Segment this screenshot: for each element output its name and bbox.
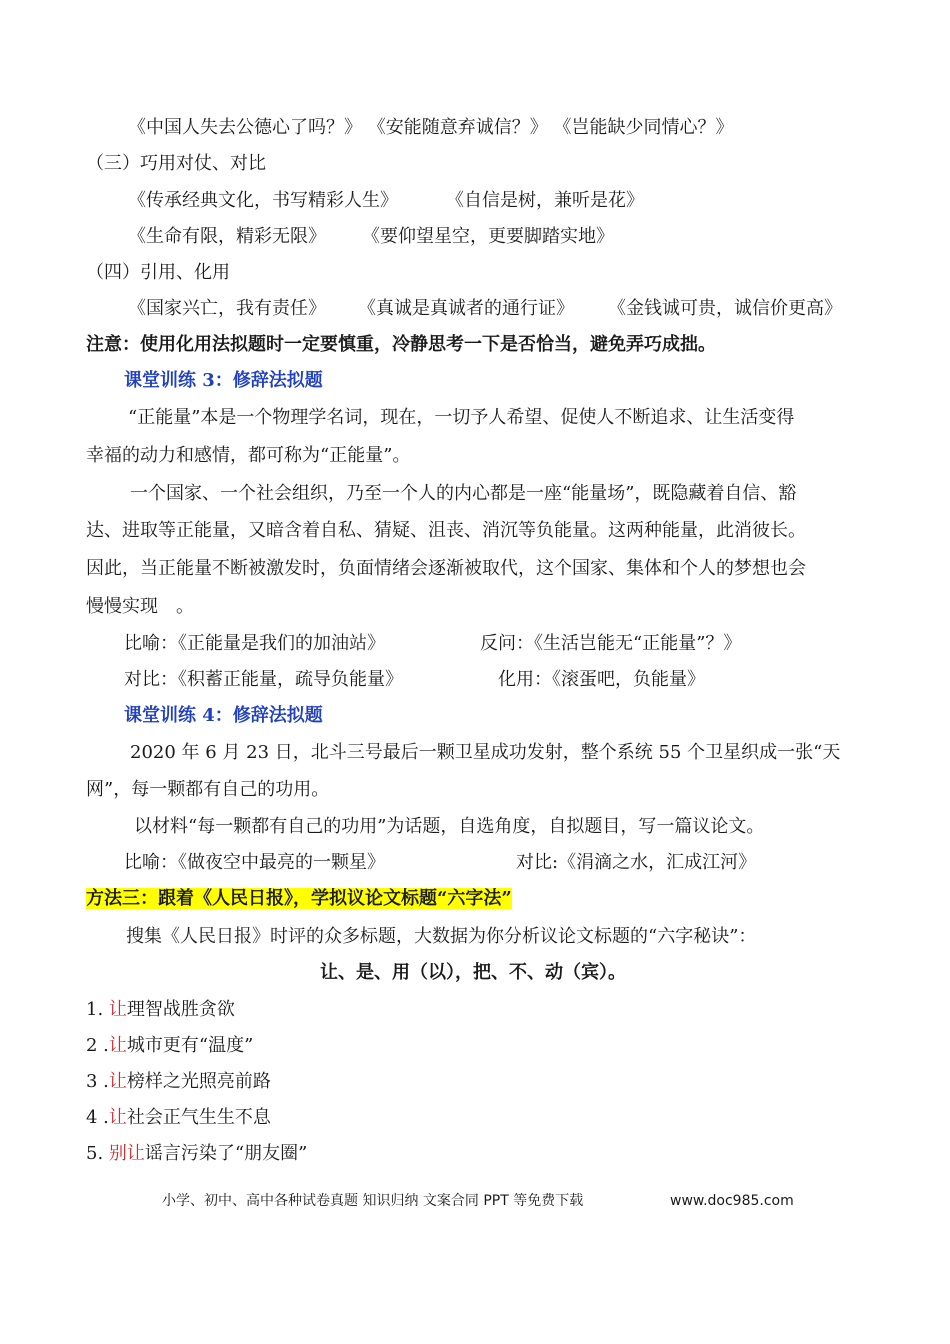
paragraph-line: 慢慢实现 。 bbox=[86, 596, 194, 617]
paragraph-line: 幸福的动力和感情，都可称为“正能量”。 bbox=[86, 445, 411, 466]
title-example: 《生命有限，精彩无限》 bbox=[128, 226, 326, 247]
list-keyword: 让 bbox=[108, 1071, 127, 1092]
paragraph-line: “正能量”本是一个物理学名词，现在，一切予人希望、促使人不断追求、让生活变得 bbox=[128, 407, 795, 428]
list-item bbox=[86, 1106, 271, 1130]
list-item bbox=[86, 998, 235, 1022]
section-heading-3: （三）巧用对仗、对比 bbox=[86, 153, 266, 174]
rhetoric-example: 对比:《涓滴之水，汇成江河》 bbox=[516, 852, 757, 873]
paragraph-line: 网”，每一颗都有自己的功用。 bbox=[86, 779, 330, 800]
list-text: 谣言污染了“朋友圈” bbox=[144, 1143, 308, 1164]
footer-url[interactable]: www.doc985.com bbox=[670, 1193, 794, 1209]
list-item bbox=[86, 1034, 253, 1058]
title-example: 《传承经典文化，书写精彩人生》 bbox=[128, 190, 398, 211]
method-heading bbox=[86, 887, 512, 911]
list-number: 1. bbox=[86, 999, 104, 1020]
note-text: 注意：使用化用法拟题时一定要慎重，冷静思考一下是否恰当，避免弄巧成拙。 bbox=[86, 334, 716, 355]
list-keyword: 让 bbox=[108, 999, 127, 1020]
paragraph-line: 因此，当正能量不断被激发时，负面情绪会逐渐被取代，这个国家、集体和个人的梦想也会 bbox=[86, 558, 806, 579]
list-text: 榜样之光照亮前路 bbox=[126, 1071, 271, 1092]
title-examples-line: 《中国人失去公德心了吗？》 《安能随意弃诚信？》 《岂能缺少同情心？》 bbox=[128, 117, 734, 138]
list-text: 社会正气生生不息 bbox=[126, 1107, 271, 1128]
paragraph-line: 达、进取等正能量，又暗含着自私、猜疑、沮丧、消沉等负能量。这两种能量，此消彼长。 bbox=[86, 520, 806, 541]
list-text: 城市更有“温度” bbox=[126, 1035, 254, 1056]
title-example: 《真诚是真诚者的通行证》 bbox=[358, 298, 574, 319]
six-character-formula: 让、是、用（以），把、不、动（宾）。 bbox=[320, 962, 626, 983]
list-number: 4 . bbox=[86, 1107, 109, 1128]
footer-text: 小学、初中、高中各种试卷真题 知识归纳 文案合同 PPT 等免费下载 bbox=[162, 1193, 584, 1209]
paragraph-line: 以材料“每一颗都有自己的功用”为话题，自选角度，自拟题目，写一篇议论文。 bbox=[134, 816, 765, 837]
method-heading-text: 方法三：跟着《人民日报》，学拟议论文标题“六字法” bbox=[86, 888, 512, 909]
rhetoric-example: 比喻：《做夜空中最亮的一颗星》 bbox=[124, 852, 385, 873]
list-keyword: 让 bbox=[108, 1035, 127, 1056]
exercise-heading-4: 课堂训练 4：修辞法拟题 bbox=[124, 705, 323, 726]
paragraph-line: 2020 年 6 月 23 日，北斗三号最后一颗卫星成功发射，整个系统 55 个卫星织成一张“天 bbox=[130, 742, 841, 763]
list-number: 3 . bbox=[86, 1071, 109, 1092]
title-example: 《自信是树，兼听是花》 bbox=[446, 190, 644, 211]
rhetoric-example: 反问：《生活岂能无“正能量”？》 bbox=[480, 633, 742, 654]
list-item bbox=[86, 1142, 307, 1166]
rhetoric-example: 对比：《积蓄正能量，疏导负能量》 bbox=[124, 669, 403, 690]
rhetoric-example: 比喻：《正能量是我们的加油站》 bbox=[124, 633, 385, 654]
list-keyword: 别让 bbox=[108, 1143, 145, 1164]
list-keyword: 让 bbox=[108, 1107, 127, 1128]
title-example: 《金钱诚可贵，诚信价更高》 bbox=[608, 298, 842, 319]
list-number: 5. bbox=[86, 1143, 104, 1164]
list-number: 2 . bbox=[86, 1035, 109, 1056]
title-example: 《要仰望星空，更要脚踏实地》 bbox=[362, 226, 614, 247]
list-item bbox=[86, 1070, 271, 1094]
list-text: 理智战胜贪欲 bbox=[126, 999, 235, 1020]
rhetoric-example: 化用：《滚蛋吧，负能量》 bbox=[498, 669, 705, 690]
exercise-heading-3: 课堂训练 3：修辞法拟题 bbox=[124, 370, 323, 391]
section-heading-4: （四）引用、化用 bbox=[86, 262, 230, 283]
paragraph-line: 一个国家、一个社会组织，乃至一个人的内心都是一座“能量场”，既隐藏着自信、豁 bbox=[130, 483, 797, 504]
title-example: 《国家兴亡，我有责任》 bbox=[128, 298, 326, 319]
paragraph-line: 搜集《人民日报》时评的众多标题，大数据为你分析议论文标题的“六字秘诀”： bbox=[126, 926, 757, 947]
